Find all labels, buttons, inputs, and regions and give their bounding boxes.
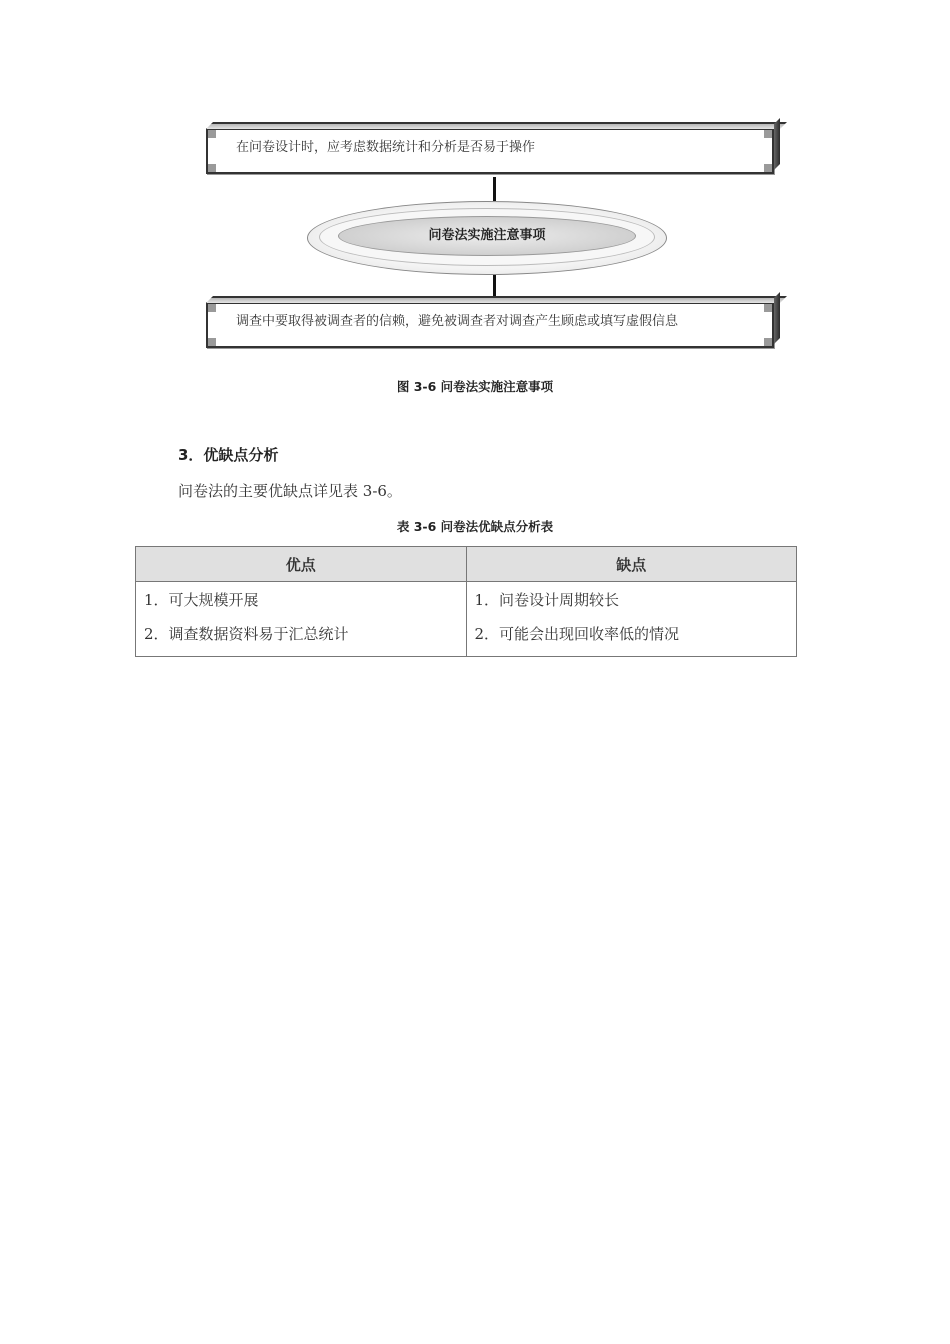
advantages-cell [136, 582, 467, 657]
box-right-face [774, 292, 780, 344]
advantage-item: 2．调查数据资料易于汇总统计 [144, 625, 349, 643]
box-corner [764, 304, 772, 312]
diagram-bottom-box [206, 302, 774, 348]
box-corner [764, 130, 772, 138]
header-advantages: 优点 [136, 547, 467, 582]
pros-cons-table [135, 546, 797, 657]
body-paragraph: 问卷法的主要优缺点详见表 3-6。 [178, 482, 402, 500]
box-corner [208, 130, 216, 138]
section-heading: 3．优缺点分析 [178, 446, 279, 464]
table-header-row [136, 547, 797, 582]
diagram-top-box [206, 128, 774, 174]
figure-caption: 图 3-6 问卷法实施注意事项 [396, 379, 554, 394]
box-top-face [206, 122, 787, 129]
box-corner [208, 304, 216, 312]
top-box-text: 在问卷设计时，应考虑数据统计和分析是否易于操作 [236, 140, 536, 155]
box-corner [764, 338, 772, 346]
disadvantage-item: 2．可能会出现回收率低的情况 [474, 625, 680, 643]
disadvantages-cell [466, 582, 797, 657]
table-caption: 表 3-6 问卷法优缺点分析表 [396, 519, 554, 534]
header-disadvantages: 缺点 [466, 547, 797, 582]
advantage-item: 1．可大规模开展 [144, 591, 259, 609]
bottom-box-text: 调查中要取得被调查者的信赖，避免被调查者对调查产生顾虑或填写虚假信息 [236, 314, 679, 329]
center-label: 问卷法实施注意事项 [428, 228, 546, 243]
connector-line-top [493, 177, 496, 201]
box-corner [208, 164, 216, 172]
disadvantage-item: 1．问卷设计周期较长 [474, 591, 620, 609]
box-corner [208, 338, 216, 346]
box-right-face [774, 118, 780, 170]
box-top-face [206, 296, 787, 303]
table-row [136, 582, 797, 657]
box-corner [764, 164, 772, 172]
